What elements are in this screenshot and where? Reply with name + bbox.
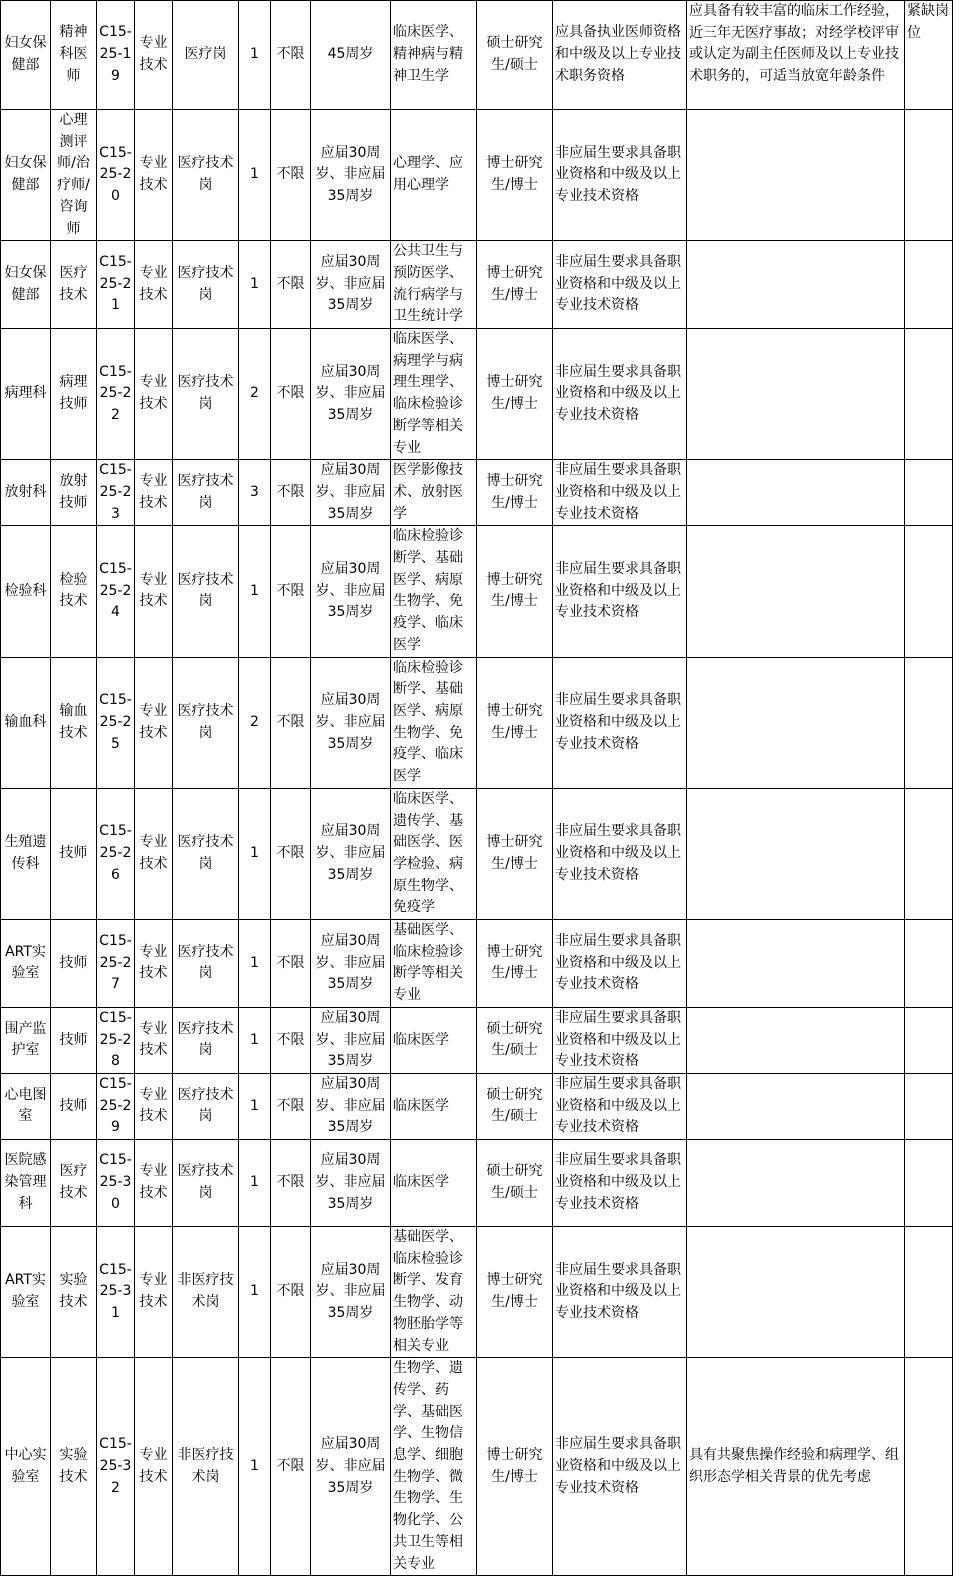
table-row — [1, 1, 953, 110]
other-requirement-cell — [687, 1140, 905, 1227]
department-cell: 妇女保健部 — [1, 241, 51, 329]
post-category-cell: 专业技术 — [135, 657, 173, 788]
department-cell: ART实验室 — [1, 1227, 51, 1358]
table-row — [1, 1358, 953, 1576]
post-code-cell: C15-25-21 — [97, 241, 135, 329]
qualification-cell: 应具备执业医师资格和中级及以上专业技术职务资格 — [553, 1, 687, 110]
major-cell: 基础医学、临床检验诊断学等相关专业 — [391, 920, 477, 1008]
age-cell: 应届30周岁、非应届35周岁 — [311, 110, 391, 241]
headcount-cell: 1 — [239, 110, 271, 241]
age-cell: 应届30周岁、非应届35周岁 — [311, 460, 391, 526]
age-cell: 应届30周岁、非应届35周岁 — [311, 1140, 391, 1227]
major-cell: 临床医学 — [391, 1140, 477, 1227]
note-cell — [905, 920, 953, 1008]
gender-cell: 不限 — [271, 526, 311, 657]
education-cell: 博士研究生/博士 — [477, 241, 553, 329]
note-cell — [905, 1358, 953, 1576]
qualification-cell: 非应届生要求具备职业资格和中级及以上专业技术资格 — [553, 460, 687, 526]
headcount-cell: 1 — [239, 1, 271, 110]
note-cell — [905, 657, 953, 788]
headcount-cell: 1 — [239, 788, 271, 919]
headcount-cell: 3 — [239, 460, 271, 526]
qualification-cell: 非应届生要求具备职业资格和中级及以上专业技术资格 — [553, 526, 687, 657]
post-code-cell: C15-25-29 — [97, 1073, 135, 1139]
post-type-cell: 医疗技术岗 — [173, 788, 239, 919]
table-row — [1, 788, 953, 919]
post-category-cell: 专业技术 — [135, 1140, 173, 1227]
table-row — [1, 110, 953, 241]
gender-cell: 不限 — [271, 1, 311, 110]
gender-cell: 不限 — [271, 1073, 311, 1139]
post-name-cell: 技师 — [51, 788, 97, 919]
qualification-cell: 非应届生要求具备职业资格和中级及以上专业技术资格 — [553, 241, 687, 329]
post-category-cell: 专业技术 — [135, 1, 173, 110]
post-type-cell: 医疗技术岗 — [173, 460, 239, 526]
education-cell: 博士研究生/博士 — [477, 788, 553, 919]
qualification-cell: 非应届生要求具备职业资格和中级及以上专业技术资格 — [553, 1007, 687, 1073]
age-cell: 应届30周岁、非应届35周岁 — [311, 526, 391, 657]
education-cell: 硕士研究生/硕士 — [477, 1073, 553, 1139]
gender-cell: 不限 — [271, 1140, 311, 1227]
department-cell: 检验科 — [1, 526, 51, 657]
major-cell: 临床医学、遗传学、基础医学、医学检验、病原生物学、免疫学 — [391, 788, 477, 919]
major-cell: 临床医学、精神病与精神卫生学 — [391, 1, 477, 110]
post-name-cell: 医疗技术 — [51, 1140, 97, 1227]
headcount-cell: 1 — [239, 1227, 271, 1358]
gender-cell: 不限 — [271, 1007, 311, 1073]
major-cell: 心理学、应用心理学 — [391, 110, 477, 241]
age-cell: 应届30周岁、非应届35周岁 — [311, 788, 391, 919]
post-category-cell: 专业技术 — [135, 1358, 173, 1576]
headcount-cell: 1 — [239, 526, 271, 657]
table-row — [1, 920, 953, 1008]
post-category-cell: 专业技术 — [135, 110, 173, 241]
post-name-cell: 技师 — [51, 1007, 97, 1073]
gender-cell: 不限 — [271, 110, 311, 241]
other-requirement-cell — [687, 657, 905, 788]
table-row — [1, 241, 953, 329]
headcount-cell: 1 — [239, 1358, 271, 1576]
post-category-cell: 专业技术 — [135, 329, 173, 460]
other-requirement-cell — [687, 110, 905, 241]
post-category-cell: 专业技术 — [135, 1007, 173, 1073]
education-cell: 博士研究生/博士 — [477, 526, 553, 657]
note-cell — [905, 1073, 953, 1139]
other-requirement-cell — [687, 329, 905, 460]
post-type-cell: 医疗技术岗 — [173, 110, 239, 241]
post-type-cell: 非医疗技术岗 — [173, 1227, 239, 1358]
post-code-cell: C15-25-19 — [97, 1, 135, 110]
department-cell: 心电图室 — [1, 1073, 51, 1139]
qualification-cell: 非应届生要求具备职业资格和中级及以上专业技术资格 — [553, 1227, 687, 1358]
qualification-cell: 非应届生要求具备职业资格和中级及以上专业技术资格 — [553, 1140, 687, 1227]
post-name-cell: 精神科医师 — [51, 1, 97, 110]
post-code-cell: C15-25-24 — [97, 526, 135, 657]
other-requirement-cell — [687, 1073, 905, 1139]
department-cell: 病理科 — [1, 329, 51, 460]
other-requirement-cell — [687, 1007, 905, 1073]
department-cell: 放射科 — [1, 460, 51, 526]
post-type-cell: 非医疗技术岗 — [173, 1358, 239, 1576]
age-cell: 应届30周岁、非应届35周岁 — [311, 241, 391, 329]
table-row — [1, 657, 953, 788]
department-cell: 输血科 — [1, 657, 51, 788]
department-cell: 妇女保健部 — [1, 110, 51, 241]
gender-cell: 不限 — [271, 329, 311, 460]
post-name-cell: 心理测评师/治疗师/咨询师 — [51, 110, 97, 241]
post-type-cell: 医疗技术岗 — [173, 920, 239, 1008]
headcount-cell: 1 — [239, 1140, 271, 1227]
note-cell — [905, 1007, 953, 1073]
gender-cell: 不限 — [271, 1358, 311, 1576]
education-cell: 博士研究生/博士 — [477, 1227, 553, 1358]
major-cell: 公共卫生与预防医学、流行病学与卫生统计学 — [391, 241, 477, 329]
education-cell: 博士研究生/博士 — [477, 657, 553, 788]
gender-cell: 不限 — [271, 241, 311, 329]
department-cell: 妇女保健部 — [1, 1, 51, 110]
education-cell: 博士研究生/博士 — [477, 329, 553, 460]
post-name-cell: 病理技师 — [51, 329, 97, 460]
department-cell: 生殖遗传科 — [1, 788, 51, 919]
other-requirement-cell: 具有共聚焦操作经验和病理学、组织形态学相关背景的优先考虑 — [687, 1358, 905, 1576]
post-category-cell: 专业技术 — [135, 241, 173, 329]
qualification-cell: 非应届生要求具备职业资格和中级及以上专业技术资格 — [553, 788, 687, 919]
note-cell — [905, 241, 953, 329]
gender-cell: 不限 — [271, 1227, 311, 1358]
table-row — [1, 460, 953, 526]
post-code-cell: C15-25-27 — [97, 920, 135, 1008]
table-row — [1, 1140, 953, 1227]
note-cell — [905, 788, 953, 919]
post-code-cell: C15-25-32 — [97, 1358, 135, 1576]
headcount-cell: 2 — [239, 329, 271, 460]
other-requirement-cell: 应具备有较丰富的临床工作经验，近三年无医疗事故；对经学校评审或认定为副主任医师及以上专业技术职务的，可适当放宽年龄条件 — [687, 1, 905, 110]
post-name-cell: 输血技术 — [51, 657, 97, 788]
post-type-cell: 医疗技术岗 — [173, 1140, 239, 1227]
post-code-cell: C15-25-31 — [97, 1227, 135, 1358]
post-type-cell: 医疗技术岗 — [173, 526, 239, 657]
post-code-cell: C15-25-20 — [97, 110, 135, 241]
table-row — [1, 526, 953, 657]
post-type-cell: 医疗技术岗 — [173, 1007, 239, 1073]
age-cell: 应届30周岁、非应届35周岁 — [311, 1227, 391, 1358]
department-cell: 医院感染管理科 — [1, 1140, 51, 1227]
qualification-cell: 非应届生要求具备职业资格和中级及以上专业技术资格 — [553, 1358, 687, 1576]
post-name-cell: 技师 — [51, 1073, 97, 1139]
post-name-cell: 技师 — [51, 920, 97, 1008]
post-name-cell: 放射技师 — [51, 460, 97, 526]
qualification-cell: 非应届生要求具备职业资格和中级及以上专业技术资格 — [553, 920, 687, 1008]
major-cell: 基础医学、临床检验诊断学、发育生物学、动物胚胎学等相关专业 — [391, 1227, 477, 1358]
table-row — [1, 1007, 953, 1073]
note-cell — [905, 526, 953, 657]
headcount-cell: 1 — [239, 1073, 271, 1139]
age-cell: 45周岁 — [311, 1, 391, 110]
post-code-cell: C15-25-26 — [97, 788, 135, 919]
post-code-cell: C15-25-30 — [97, 1140, 135, 1227]
major-cell: 临床医学 — [391, 1073, 477, 1139]
post-code-cell: C15-25-22 — [97, 329, 135, 460]
post-category-cell: 专业技术 — [135, 788, 173, 919]
qualification-cell: 非应届生要求具备职业资格和中级及以上专业技术资格 — [553, 329, 687, 460]
post-code-cell: C15-25-25 — [97, 657, 135, 788]
other-requirement-cell — [687, 241, 905, 329]
education-cell: 博士研究生/博士 — [477, 1358, 553, 1576]
other-requirement-cell — [687, 788, 905, 919]
major-cell: 生物学、遗传学、药学、基础医学、生物信息学、细胞生物学、微生物学、生物化学、公共卫生等相关专业 — [391, 1358, 477, 1576]
table-row — [1, 1073, 953, 1139]
department-cell: ART实验室 — [1, 920, 51, 1008]
gender-cell: 不限 — [271, 460, 311, 526]
post-category-cell: 专业技术 — [135, 460, 173, 526]
department-cell: 中心实验室 — [1, 1358, 51, 1576]
headcount-cell: 2 — [239, 657, 271, 788]
post-category-cell: 专业技术 — [135, 526, 173, 657]
age-cell: 应届30周岁、非应届35周岁 — [311, 920, 391, 1008]
age-cell: 应届30周岁、非应届35周岁 — [311, 657, 391, 788]
note-cell — [905, 1140, 953, 1227]
post-code-cell: C15-25-23 — [97, 460, 135, 526]
table-body — [1, 1, 953, 1576]
post-type-cell: 医疗技术岗 — [173, 1073, 239, 1139]
headcount-cell: 1 — [239, 1007, 271, 1073]
post-name-cell: 实验技术 — [51, 1358, 97, 1576]
major-cell: 临床医学 — [391, 1007, 477, 1073]
post-name-cell: 医疗技术 — [51, 241, 97, 329]
table-row — [1, 329, 953, 460]
note-cell — [905, 110, 953, 241]
table-row — [1, 1227, 953, 1358]
post-type-cell: 医疗技术岗 — [173, 329, 239, 460]
post-category-cell: 专业技术 — [135, 920, 173, 1008]
post-name-cell: 检验技术 — [51, 526, 97, 657]
major-cell: 临床医学、病理学与病理生理学、临床检验诊断学等相关专业 — [391, 329, 477, 460]
post-type-cell: 医疗技术岗 — [173, 657, 239, 788]
age-cell: 应届30周岁、非应届35周岁 — [311, 1358, 391, 1576]
gender-cell: 不限 — [271, 788, 311, 919]
other-requirement-cell — [687, 526, 905, 657]
note-cell: 紧缺岗位 — [905, 1, 953, 110]
department-cell: 围产监护室 — [1, 1007, 51, 1073]
other-requirement-cell — [687, 1227, 905, 1358]
education-cell: 硕士研究生/硕士 — [477, 1007, 553, 1073]
gender-cell: 不限 — [271, 920, 311, 1008]
headcount-cell: 1 — [239, 241, 271, 329]
gender-cell: 不限 — [271, 657, 311, 788]
education-cell: 博士研究生/博士 — [477, 110, 553, 241]
qualification-cell: 非应届生要求具备职业资格和中级及以上专业技术资格 — [553, 657, 687, 788]
post-category-cell: 专业技术 — [135, 1227, 173, 1358]
age-cell: 应届30周岁、非应届35周岁 — [311, 1007, 391, 1073]
other-requirement-cell — [687, 460, 905, 526]
education-cell: 硕士研究生/硕士 — [477, 1, 553, 110]
note-cell — [905, 1227, 953, 1358]
post-name-cell: 实验技术 — [51, 1227, 97, 1358]
note-cell — [905, 460, 953, 526]
age-cell: 应届30周岁、非应届35周岁 — [311, 1073, 391, 1139]
post-category-cell: 专业技术 — [135, 1073, 173, 1139]
headcount-cell: 1 — [239, 920, 271, 1008]
education-cell: 博士研究生/博士 — [477, 460, 553, 526]
post-type-cell: 医疗技术岗 — [173, 241, 239, 329]
qualification-cell: 非应届生要求具备职业资格和中级及以上专业技术资格 — [553, 110, 687, 241]
other-requirement-cell — [687, 920, 905, 1008]
education-cell: 博士研究生/博士 — [477, 920, 553, 1008]
note-cell — [905, 329, 953, 460]
qualification-cell: 非应届生要求具备职业资格和中级及以上专业技术资格 — [553, 1073, 687, 1139]
major-cell: 临床检验诊断学、基础医学、病原生物学、免疫学、临床医学 — [391, 526, 477, 657]
post-type-cell: 医疗岗 — [173, 1, 239, 110]
post-code-cell: C15-25-28 — [97, 1007, 135, 1073]
major-cell: 医学影像技术、放射医学 — [391, 460, 477, 526]
major-cell: 临床检验诊断学、基础医学、病原生物学、免疫学、临床医学 — [391, 657, 477, 788]
education-cell: 硕士研究生/硕士 — [477, 1140, 553, 1227]
age-cell: 应届30周岁、非应届35周岁 — [311, 329, 391, 460]
